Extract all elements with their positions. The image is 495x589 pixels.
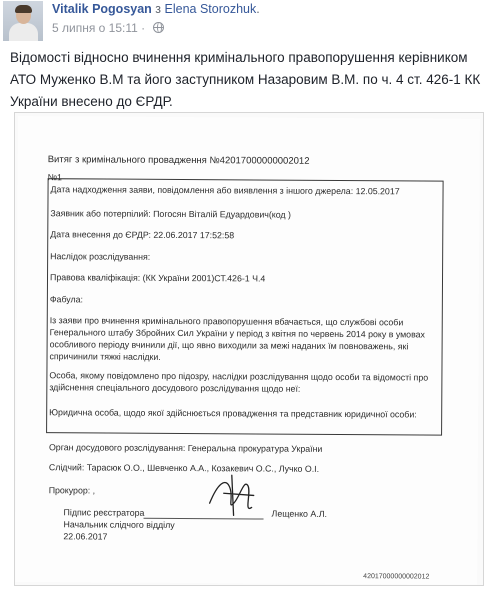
applicant: Заявник або потерпілий: Погосян Віталій Едуардович(код ) [50,208,291,220]
signature-image [204,473,264,517]
tagged-suffix: . [256,2,260,16]
post-header [0,0,495,40]
author-link[interactable]: Vitalik Pogosyan [52,2,152,16]
registrar-label: Підпис реєстратора [63,507,145,518]
consequences: Наслідок розслідування: [50,251,151,262]
suspect-info: Особа, якому повідомлено про підозру, наслідки розслідування щодо особи та відомості про здійснення спеціального досудового розслідування щодо неї: [49,370,429,394]
date-received: Дата надходження заяви, повідомлення або виявлення з іншого джерела: 12.05.2017 [50,184,400,197]
post-author-line [52,2,260,16]
footer-number: 42017000000002012 [363,573,430,581]
document-scan [15,116,480,585]
post-photo[interactable] [14,112,484,586]
post-text: Відомості відносно вчинення кримінального правопорушення керівником АТО Муженко В.М та його заступником Назаровим В.М. по ч. 4 ст. 426-1 КК України внесено до ЄРДР. [10,50,481,109]
record-number: №1 [47,172,63,183]
qualification: Правова кваліфікація: (КК України 2001)СТ.426-1 Ч.4 [49,272,266,284]
legal-entity: Юридична особа, щодо якої здійснюється провадження та представник юридичної особи: [49,407,417,420]
fabula-label: Фабула: [49,294,84,305]
sign-date: 22.06.2017 [63,531,108,542]
date-entered: Дата внесення до ЄРДР: 22.06.2017 17:52:58 [50,229,235,241]
registrar-title: Начальник слідчого відділу [63,519,175,530]
meta-separator: · [141,21,146,35]
post-timestamp[interactable]: 5 липня о 15:11 [52,21,138,35]
investigators: Слідчий: Тарасюк О.О., Шевченко А.А., Козакевич О.С., Лучко О.І. [48,462,320,474]
registrar-name: Лещенко А.Л. [271,508,327,519]
tagged-user-link[interactable]: Elena Storozhuk [164,2,257,16]
avatar[interactable] [3,1,43,41]
prosecutor: Прокурор: , [48,485,96,496]
document-title: Витяг з кримінального провадження №42017000000002012 [47,154,310,167]
with-word: з [155,2,162,16]
fabula-text: Із заяви про вчинення кримінального правопорушення вбачається, що службові особи Генерального штабу Збройних Сил України у період з квітня по червень 2014 року в умовах особливого періоду вчинили дії, що явно виходили за межі наданих їм повноважень, які спричинили тяжкі наслідки. [49,315,426,362]
globe-icon[interactable] [153,22,164,33]
post-meta [52,21,164,35]
investigation-body: Орган досудового розслідування: Генеральна прокуратура України [48,442,323,454]
